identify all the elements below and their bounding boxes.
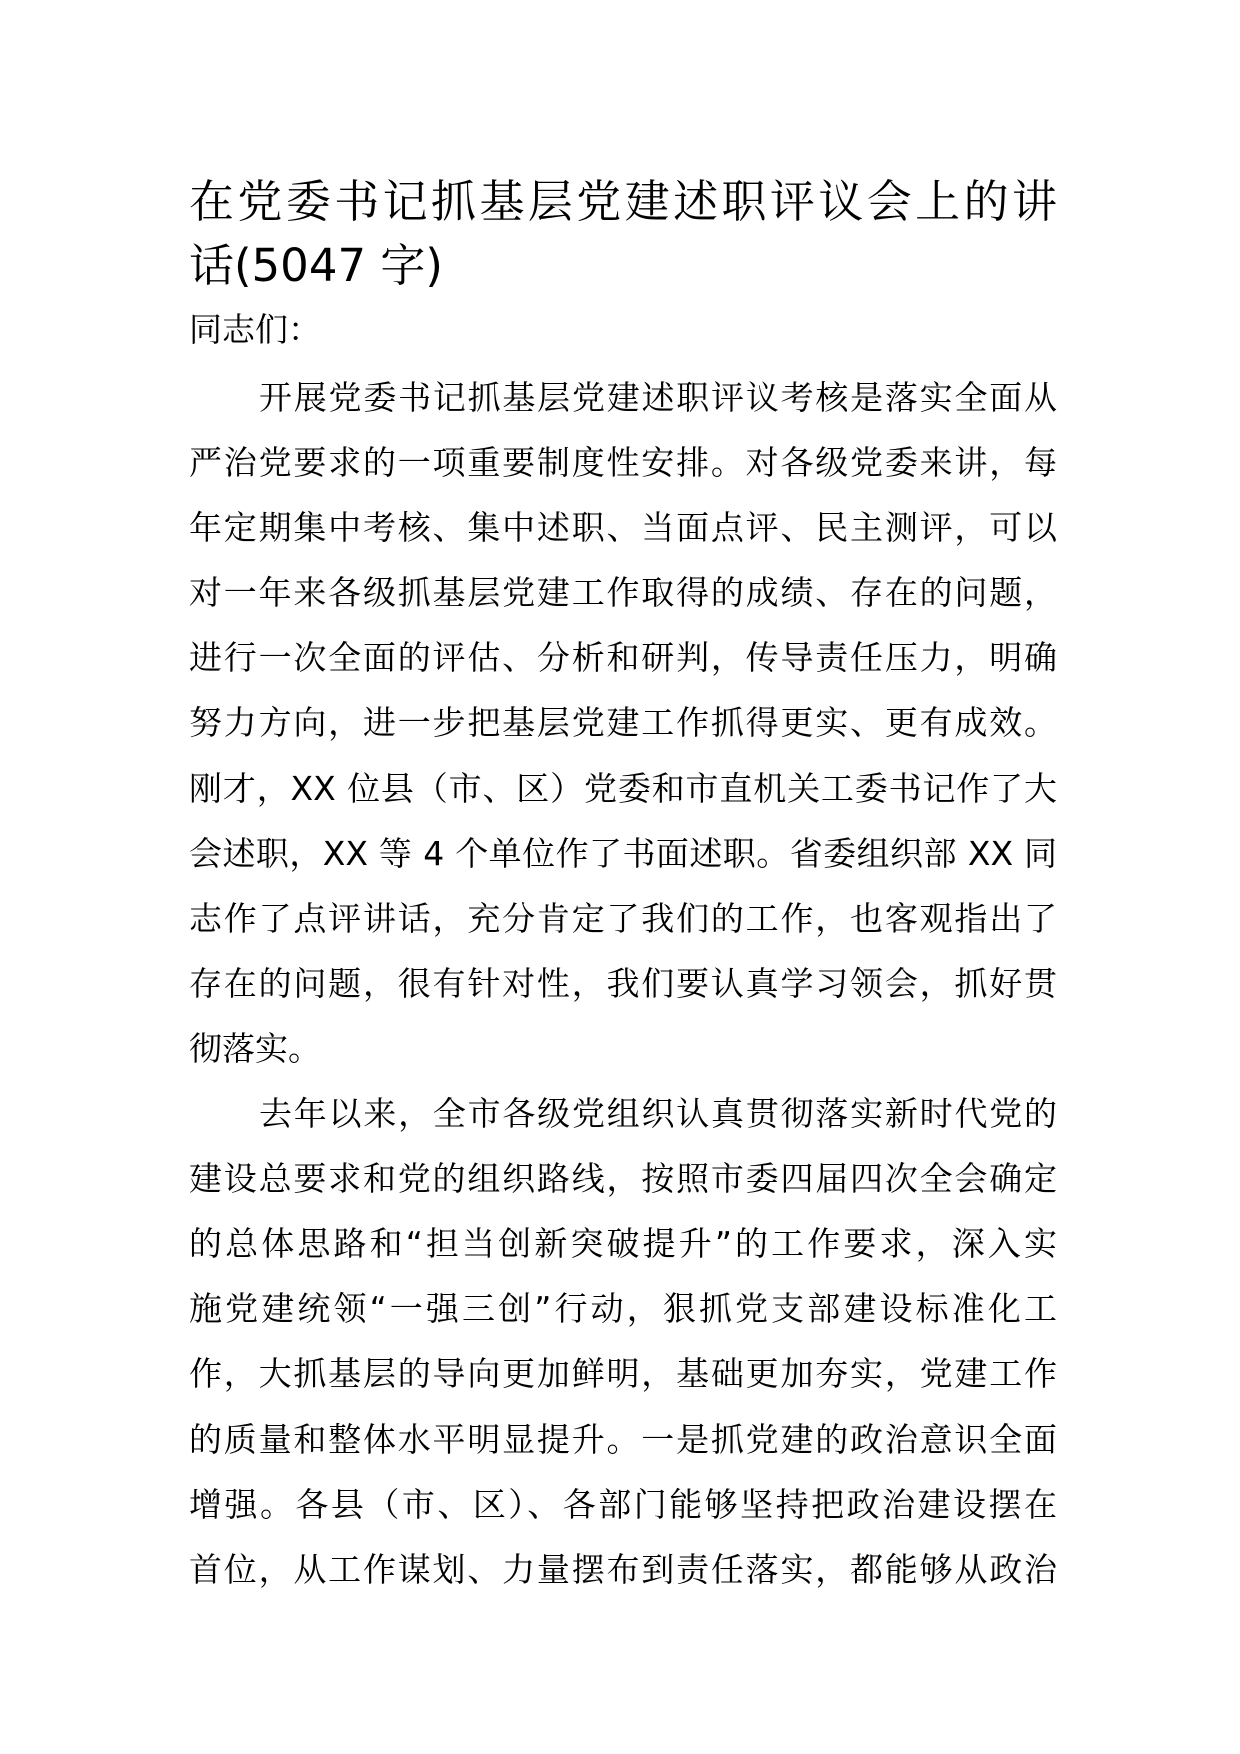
paragraph bbox=[189, 365, 1057, 1081]
text-line: 彻落实。 bbox=[189, 1028, 321, 1068]
text-line: 刚才，XX 位县（市、区）党委和市直机关工委书记作了大 bbox=[189, 768, 1057, 808]
text-line: 去年以来，全市各级党组织认真贯彻落实新时代党的 bbox=[259, 1094, 1057, 1134]
text-line: 施党建统领“一强三创”行动，狠抓党支部建设标准化工 bbox=[189, 1289, 1057, 1329]
text-line: 会述职，XX 等 4 个单位作了书面述职。省委组织部 XX 同 bbox=[189, 833, 1057, 873]
title-line: 话(5047 字) bbox=[189, 239, 443, 292]
text-line: 建设总要求和党的组织路线，按照市委四届四次全会确定 bbox=[189, 1159, 1057, 1199]
text-line: 志作了点评讲话，充分肯定了我们的工作，也客观指出了 bbox=[189, 898, 1057, 938]
paragraph bbox=[189, 1081, 1057, 1602]
title-line: 在党委书记抓基层党建述职评议会上的讲 bbox=[189, 175, 1057, 228]
text-line: 开展党委书记抓基层党建述职评议考核是落实全面从 bbox=[259, 378, 1057, 417]
salutation: 同志们： bbox=[189, 310, 321, 349]
text-line: 首位，从工作谋划、力量摆布到责任落实，都能够从政治 bbox=[189, 1549, 1057, 1589]
text-line: 进行一次全面的评估、分析和研判，传导责任压力，明确 bbox=[189, 638, 1057, 678]
text-line: 存在的问题，很有针对性，我们要认真学习领会，抓好贯 bbox=[189, 963, 1057, 1003]
text-line: 增强。各县（市、区）、各部门能够坚持把政治建设摆在 bbox=[189, 1484, 1057, 1524]
text-line: 年定期集中考核、集中述职、当面点评、民主测评，可以 bbox=[189, 508, 1057, 548]
text-line: 严治党要求的一项重要制度性安排。对各级党委来讲，每 bbox=[189, 443, 1057, 483]
document-body bbox=[189, 365, 1057, 1602]
document-title bbox=[189, 170, 1057, 298]
text-line: 作，大抓基层的导向更加鲜明，基础更加夯实，党建工作 bbox=[189, 1354, 1057, 1394]
text-line: 的总体思路和“担当创新突破提升”的工作要求，深入实 bbox=[189, 1224, 1057, 1264]
text-line: 努力方向，进一步把基层党建工作抓得更实、更有成效。 bbox=[189, 703, 1057, 743]
text-line: 的质量和整体水平明显提升。一是抓党建的政治意识全面 bbox=[189, 1419, 1057, 1459]
text-line: 对一年来各级抓基层党建工作取得的成绩、存在的问题， bbox=[189, 573, 1057, 613]
